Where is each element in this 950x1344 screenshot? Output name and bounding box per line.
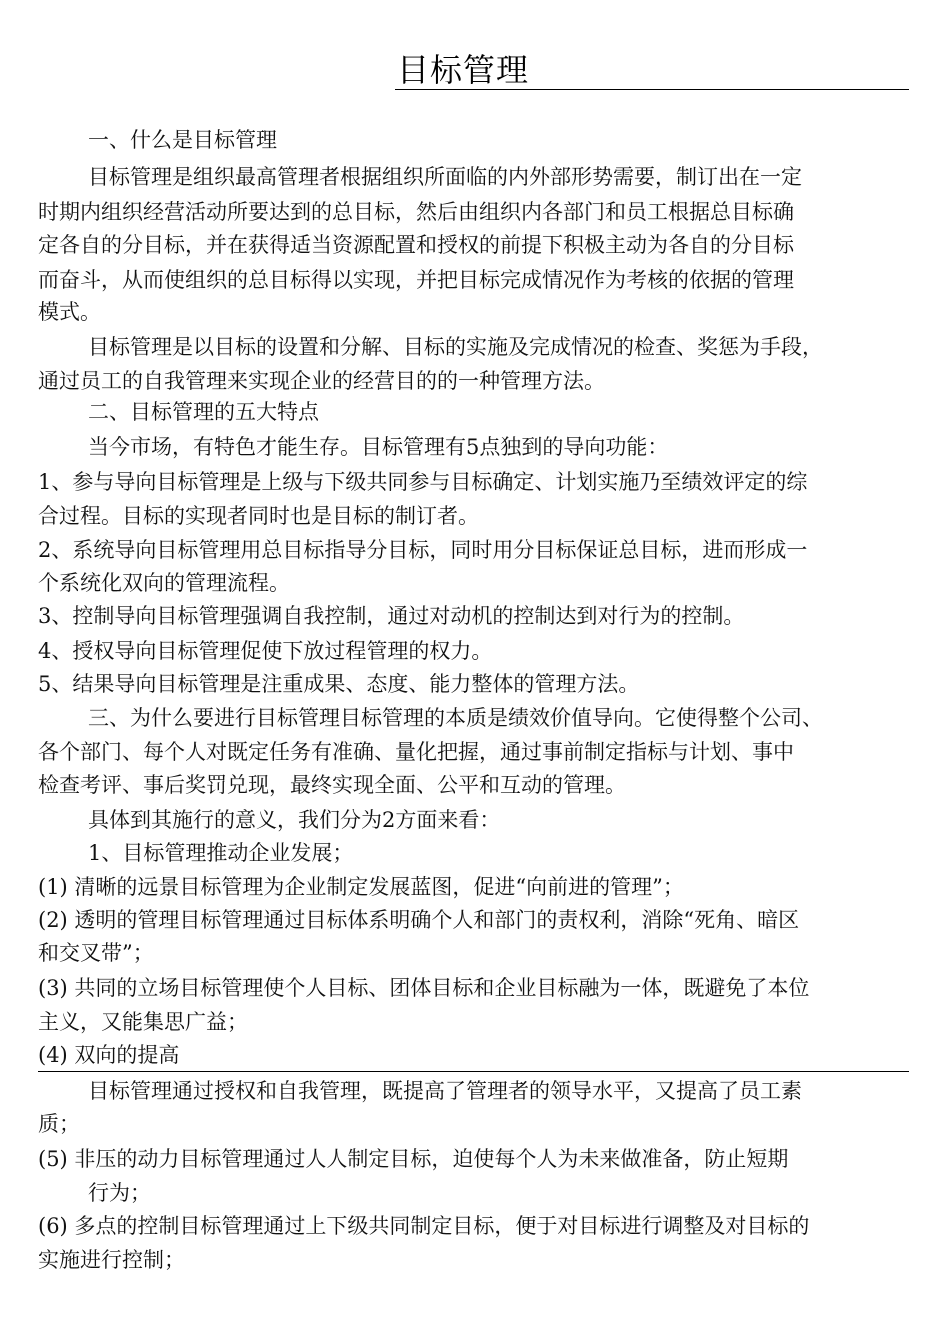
text-line: 合过程。目标的实现者同时也是目标的制订者。 bbox=[38, 504, 479, 528]
list-item: 4、授权导向目标管理促使下放过程管理的权力。 bbox=[38, 639, 493, 663]
horizontal-divider bbox=[38, 1071, 909, 1072]
list-item: (3) 共同的立场目标管理使个人目标、团体目标和企业目标融为一体，既避免了本位 bbox=[38, 976, 810, 1000]
text-line: 目标管理通过授权和自我管理，既提高了管理者的领导水平，又提高了员工素 bbox=[88, 1079, 802, 1103]
text-line: 个系统化双向的管理流程。 bbox=[38, 571, 290, 595]
text-line: 通过员工的自我管理来实现企业的经营目的的一种管理方法。 bbox=[38, 369, 605, 393]
text-line: 各个部门、每个人对既定任务有准确、量化把握，通过事前制定指标与计划、事中 bbox=[38, 740, 794, 764]
text-line: 时期内组织经营活动所要达到的总目标，然后由组织内各部门和员工根据总目标确 bbox=[38, 200, 794, 224]
list-item: (2) 透明的管理目标管理通过目标体系明确个人和部门的责权利，消除“死角、暗区 bbox=[38, 908, 800, 932]
list-item: 2、系统导向目标管理用总目标指导分目标，同时用分目标保证总目标，进而形成一 bbox=[38, 538, 808, 562]
text-line: 具体到其施行的意义，我们分为2方面来看： bbox=[88, 808, 501, 832]
section-heading-1: 一、什么是目标管理 bbox=[88, 128, 277, 152]
text-line: 模式。 bbox=[38, 300, 101, 324]
text-line: 主义，又能集思广益； bbox=[38, 1010, 248, 1034]
document-title: 目标管理 bbox=[397, 51, 530, 89]
list-item: (4) 双向的提高 bbox=[38, 1043, 180, 1067]
list-item: (6) 多点的控制目标管理通过上下级共同制定目标，便于对目标进行调整及对目标的 bbox=[38, 1214, 810, 1238]
title-underline bbox=[395, 89, 909, 90]
text-line: 质； bbox=[38, 1112, 80, 1136]
text-line: 目标管理是以目标的设置和分解、目标的实施及完成情况的检查、奖惩为手段， bbox=[88, 335, 823, 359]
list-item: 1、参与导向目标管理是上级与下级共同参与目标确定、计划实施乃至绩效评定的综 bbox=[38, 470, 808, 494]
list-item: (1) 清晰的远景目标管理为企业制定发展蓝图，促进“向前进的管理”； bbox=[38, 875, 684, 899]
list-item: (5) 非压的动力目标管理通过人人制定目标，迫使每个人为未来做准备，防止短期 bbox=[38, 1147, 789, 1171]
list-item: 5、结果导向目标管理是注重成果、态度、能力整体的管理方法。 bbox=[38, 672, 640, 696]
subheading: 1、目标管理推动企业发展； bbox=[88, 841, 354, 865]
text-line: 检查考评、事后奖罚兑现，最终实现全面、公平和互动的管理。 bbox=[38, 773, 626, 797]
text-line: 实施进行控制； bbox=[38, 1248, 185, 1272]
text-line: 和交叉带”； bbox=[38, 941, 154, 965]
section-heading-2: 二、目标管理的五大特点 bbox=[88, 400, 319, 424]
list-item: 3、控制导向目标管理强调自我控制，通过对动机的控制达到对行为的控制。 bbox=[38, 604, 745, 628]
text-line: 定各自的分目标，并在获得适当资源配置和授权的前提下积极主动为各自的分目标 bbox=[38, 233, 794, 257]
text-line: 行为； bbox=[88, 1181, 151, 1205]
section-heading-3: 三、为什么要进行目标管理目标管理的本质是绩效价值导向。它使得整个公司、 bbox=[88, 706, 823, 730]
text-line: 当今市场，有特色才能生存。目标管理有5点独到的导向功能： bbox=[88, 435, 669, 459]
text-line: 而奋斗，从而使组织的总目标得以实现，并把目标完成情况作为考核的依据的管理 bbox=[38, 268, 794, 292]
text-line: 目标管理是组织最高管理者根据组织所面临的内外部形势需要，制订出在一定 bbox=[88, 165, 802, 189]
